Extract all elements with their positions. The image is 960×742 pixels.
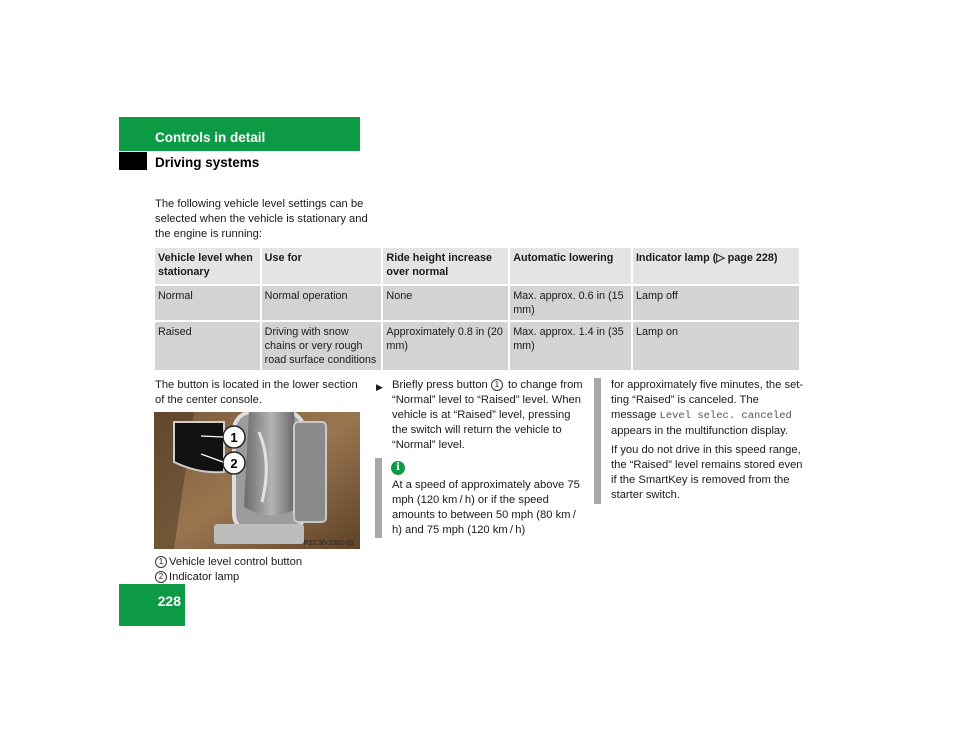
intro-text: The following vehicle level settings can be selected when the vehicle is stationary and the engine is running: (155, 198, 368, 240)
table-header: Automatic lowering (510, 248, 631, 284)
info-icon: i (391, 461, 405, 475)
table-cell: Max. approx. 0.6 in (15 mm) (510, 284, 631, 320)
callout-number: 1 (491, 379, 503, 391)
caption-2-text: Indicator lamp (169, 571, 240, 583)
table-row (155, 284, 799, 320)
table-header: Ride height increase over normal (383, 248, 508, 284)
table-cell: Max. approx. 1.4 in (35 mm) (510, 320, 631, 370)
callout-number: 1 (155, 556, 167, 568)
table-header: Vehicle level when stationary (155, 248, 260, 284)
subsection-title: Driving systems (155, 155, 260, 170)
table-header: Indicator lamp (▷ page 228) (633, 248, 799, 284)
photo-callout-2: 2 (230, 456, 238, 471)
table-header: Use for (262, 248, 382, 284)
callout-number: 2 (155, 571, 167, 583)
info-bar (375, 458, 382, 538)
stored-level-paragraph: If you do not drive in this speed range, the “Raised” level remains stored even if the SmartKey is removed from the starter switch. (611, 444, 803, 501)
step-arrow-icon: ▶ (376, 382, 383, 392)
table-cell: Lamp on (633, 320, 799, 370)
page-number: 228 (157, 593, 181, 609)
table-cell: Approximately 0.8 in (20 mm) (383, 320, 508, 370)
table-cell: Raised (155, 320, 260, 370)
cancel-message-paragraph (611, 378, 805, 439)
step-text-pre: Briefly press button (392, 379, 488, 391)
caption-1 (155, 555, 370, 570)
caption-2 (155, 570, 370, 585)
right-text-post: appears in the multifunction display. (611, 425, 789, 437)
display-message: Level selec. canceled (659, 410, 792, 422)
step-instruction (392, 378, 586, 453)
table-cell: Lamp off (633, 284, 799, 320)
vehicle-level-table (153, 248, 801, 370)
info-bar-continued (594, 378, 601, 504)
step-text-post: to change from “Normal” level to “Raised” level. When vehicle is at “Raised” level, pressing the switch will return the vehicle to “Normal” level. (392, 379, 583, 451)
center-console-photo (154, 412, 360, 549)
table-cell: None (383, 284, 508, 320)
button-location-text: The button is located in the lower section of the center console. (155, 379, 358, 406)
info-text: At a speed of approximately above 75 mph (120 km / h) or if the speed amounts to between 50 mph (80 km / h) and 75 mph (120 km / h) (392, 479, 580, 536)
photo-code: P22.30-2062-31 (303, 540, 354, 547)
header-marker (119, 152, 147, 170)
table-cell: Normal (155, 284, 260, 320)
table-cell: Normal operation (262, 284, 382, 320)
section-title: Controls in detail (155, 130, 266, 145)
caption-1-text: Vehicle level control button (169, 556, 303, 568)
photo-callout-1: 1 (230, 430, 238, 445)
table-cell: Driving with snow chains or very rough road surface conditions (262, 320, 382, 370)
right-text-pre: for approximately five minutes, the set-ting “Raised” is canceled. The message (611, 379, 804, 421)
table-row (155, 320, 799, 370)
